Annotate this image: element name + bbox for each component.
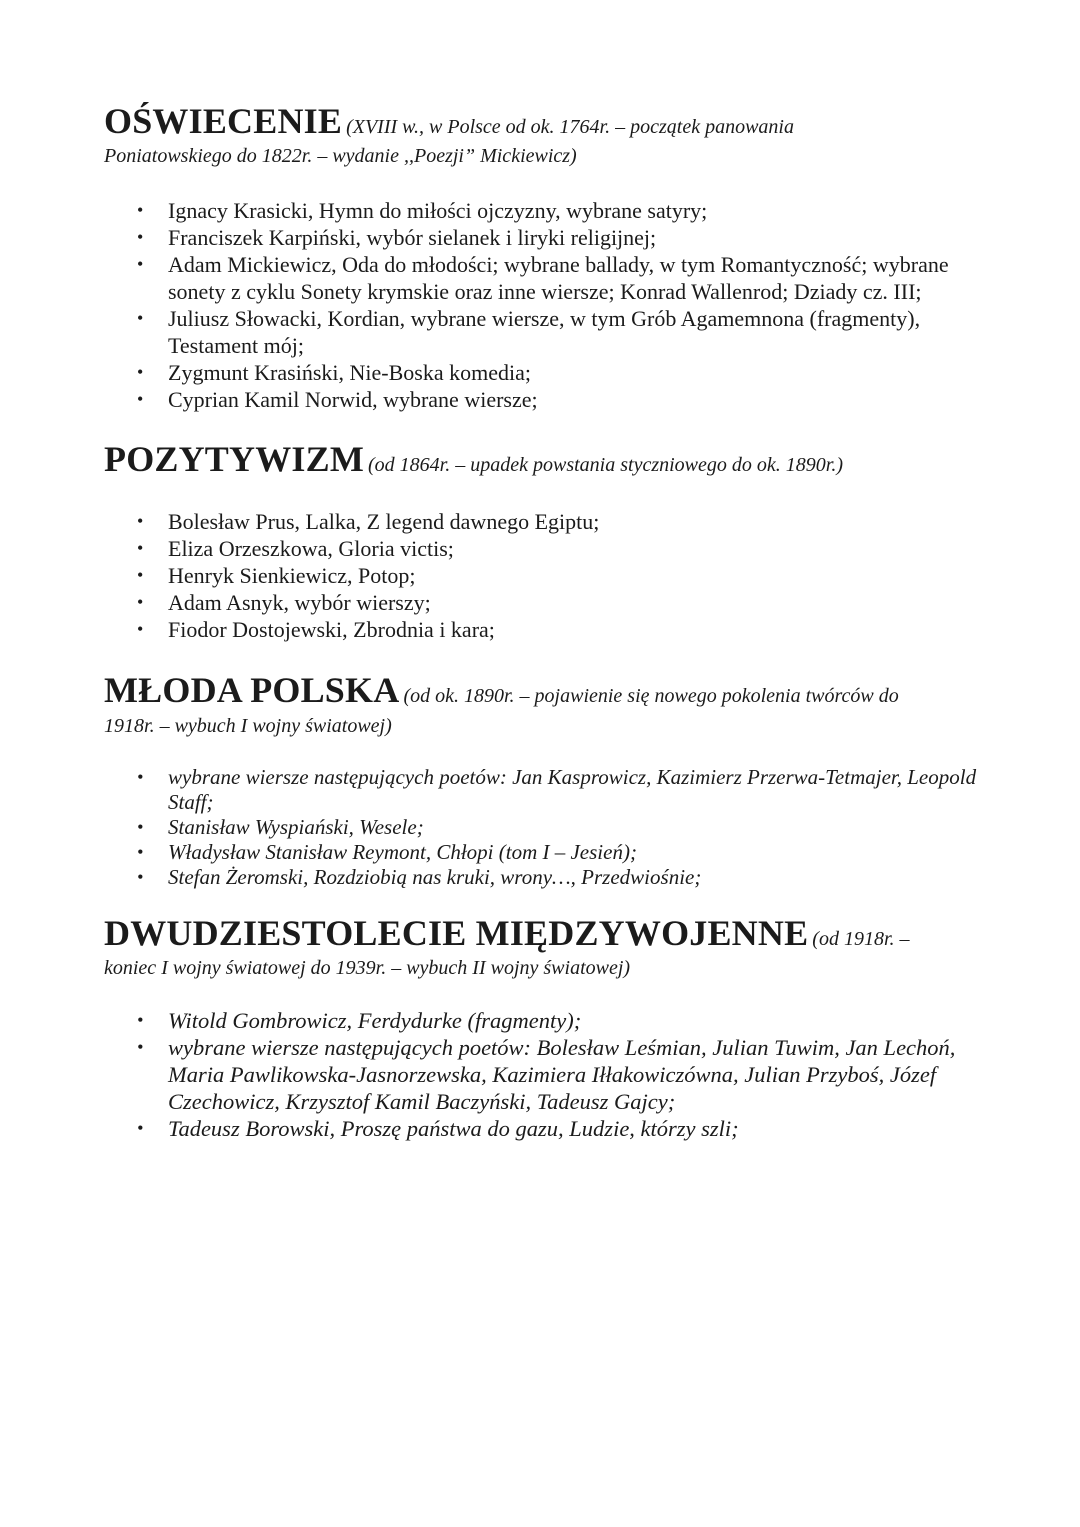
section-heading bbox=[104, 669, 984, 739]
section-title: DWUDZIESTOLECIE MIĘDZYWOJENNE bbox=[104, 912, 809, 953]
bullet-icon: • bbox=[137, 308, 144, 329]
list-item: • Stanisław Wyspiański, Wesele; bbox=[137, 814, 424, 839]
bullet-icon: • bbox=[137, 362, 144, 383]
bullet-icon: • bbox=[137, 619, 144, 640]
list-item: • Władysław Stanisław Reymont, Chłopi (tom I – Jesień); bbox=[137, 839, 637, 864]
bullet-icon: • bbox=[137, 841, 144, 862]
section-subtitle-continued: Poniatowskiego do 1822r. – wydanie ,,Poezji” Mickiewicz) bbox=[104, 145, 577, 168]
bullet-icon: • bbox=[137, 1036, 144, 1057]
section-pozytywizm bbox=[104, 438, 984, 643]
list-item: • Juliusz Słowacki, Kordian, wybrane wiersze, w tym Grób Agamemnona (fragmenty), Testament mój; bbox=[137, 306, 921, 359]
section-title: MŁODA POLSKA bbox=[104, 670, 400, 711]
bullet-icon: • bbox=[137, 1009, 144, 1030]
reading-list bbox=[104, 508, 984, 643]
section-subtitle: (XVIII w., w Polsce od ok. 1764r. – początek panowania bbox=[346, 116, 794, 138]
list-item: • wybrane wiersze następujących poetów: Jan Kasprowicz, Kazimierz Przerwa-Tetmajer, Leopold Staff; bbox=[137, 764, 977, 814]
bullet-icon: • bbox=[137, 766, 144, 787]
section-dwudziestolecie bbox=[104, 912, 984, 1142]
bullet-icon: • bbox=[137, 592, 144, 613]
section-heading bbox=[104, 100, 984, 170]
reading-list bbox=[104, 197, 984, 413]
list-item: • wybrane wiersze następujących poetów: Bolesław Leśmian, Julian Tuwim, Jan Lechoń, Maria Pawlikowska-Jasnorzewska, Kazimiera Iłłakowiczówna, Julian Przyboś, Józef Czechowicz, Krzysztof Kamil Baczyński, Tadeusz Gajcy; bbox=[137, 1034, 956, 1114]
list-item: • Franciszek Karpiński, wybór sielanek i liryki religijnej; bbox=[137, 225, 657, 251]
list-item: • Adam Asnyk, wybór wierszy; bbox=[137, 590, 431, 616]
bullet-icon: • bbox=[137, 816, 144, 837]
list-item: • Tadeusz Borowski, Proszę państwa do gazu, Ludzie, którzy szli; bbox=[137, 1115, 739, 1141]
list-item: • Fiodor Dostojewski, Zbrodnia i kara; bbox=[137, 617, 495, 643]
bullet-icon: • bbox=[137, 538, 144, 559]
list-item: • Henryk Sienkiewicz, Potop; bbox=[137, 563, 416, 589]
section-oswiecenie bbox=[104, 100, 984, 413]
bullet-icon: • bbox=[137, 565, 144, 586]
bullet-icon: • bbox=[137, 1117, 144, 1138]
list-item: • Stefan Żeromski, Rozdziobią nas kruki, wrony…, Przedwiośnie; bbox=[137, 864, 702, 889]
bullet-icon: • bbox=[137, 254, 144, 275]
bullet-icon: • bbox=[137, 866, 144, 887]
bullet-icon: • bbox=[137, 389, 144, 410]
list-item: • Ignacy Krasicki, Hymn do miłości ojczyzny, wybrane satyry; bbox=[137, 198, 708, 224]
section-heading bbox=[104, 912, 984, 982]
list-item: • Zygmunt Krasiński, Nie-Boska komedia; bbox=[137, 360, 531, 386]
document-page bbox=[104, 100, 984, 1142]
section-subtitle: (od ok. 1890r. – pojawienie się nowego pokolenia twórców do bbox=[403, 685, 899, 708]
bullet-icon: • bbox=[137, 200, 144, 221]
section-subtitle: (od 1918r. – bbox=[812, 927, 910, 950]
section-heading bbox=[104, 438, 984, 481]
section-subtitle: (od 1864r. – upadek powstania styczniowego do ok. 1890r.) bbox=[368, 454, 843, 477]
section-mloda-polska bbox=[104, 669, 984, 889]
section-subtitle-continued: 1918r. – wybuch I wojny światowej) bbox=[104, 714, 392, 737]
section-subtitle-continued: koniec I wojny światowej do 1939r. – wybuch II wojny światowej) bbox=[104, 956, 631, 979]
list-item: • Cyprian Kamil Norwid, wybrane wiersze; bbox=[137, 387, 538, 413]
bullet-icon: • bbox=[137, 227, 144, 248]
section-title: OŚWIECENIE bbox=[104, 101, 343, 141]
section-title: POZYTYWIZM bbox=[104, 439, 365, 480]
list-item: • Adam Mickiewicz, Oda do młodości; wybrane ballady, w tym Romantyczność; wybrane sonety z cyklu Sonety krymskie oraz inne wiersze; Konrad Wallenrod; Dziady cz. III; bbox=[137, 252, 949, 305]
list-item: • Bolesław Prus, Lalka, Z legend dawnego Egiptu; bbox=[137, 509, 600, 535]
bullet-icon: • bbox=[137, 511, 144, 532]
list-item: • Witold Gombrowicz, Ferdydurke (fragmenty); bbox=[137, 1007, 582, 1033]
list-item: • Eliza Orzeszkowa, Gloria victis; bbox=[137, 536, 454, 562]
reading-list bbox=[104, 765, 984, 890]
reading-list bbox=[104, 1007, 984, 1142]
